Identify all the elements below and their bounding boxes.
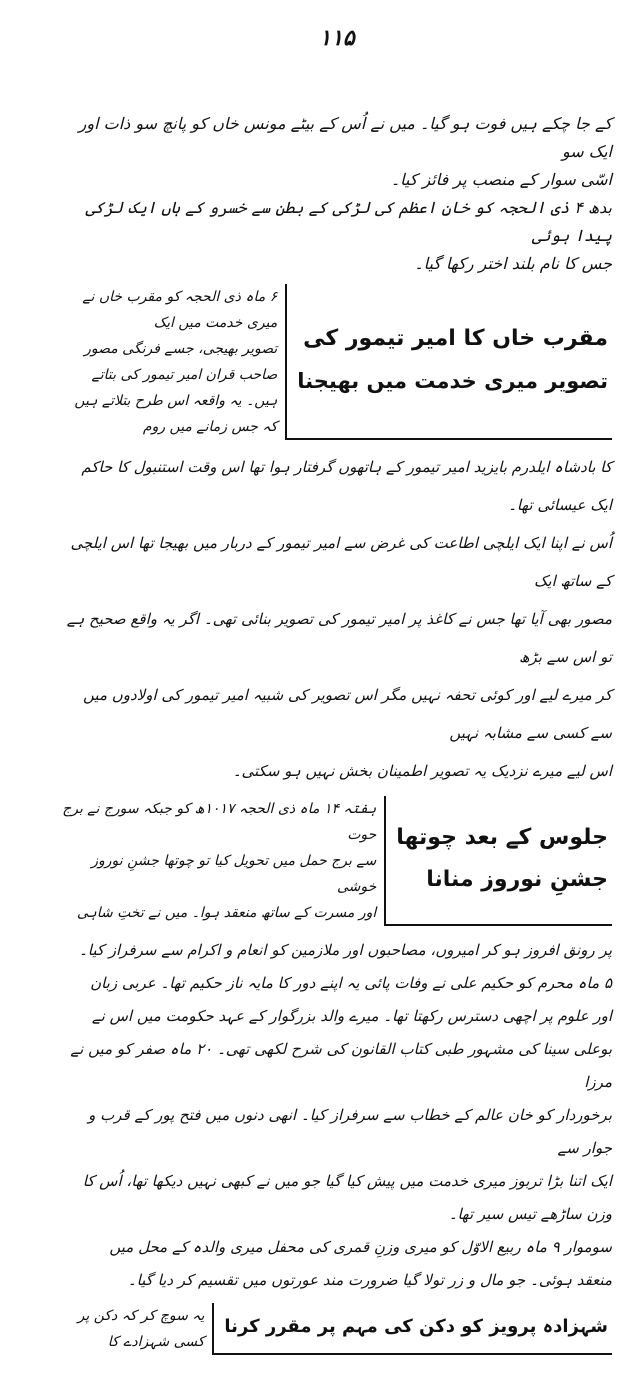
text-line: جس کا نام بلند اختر رکھا گیا۔: [414, 254, 612, 273]
text-line: تصویر بھیجی، جسے فرنگی مصور صاحب قران امیر تیمور کی بتاتے: [84, 341, 278, 383]
text-line: اور علوم پر اچھی دسترس رکھتا تھا۔ میرے والد بزرگوار کے عہد حکومت میں اس نے: [91, 1007, 612, 1025]
section-heading: شہزادہ پرویز کو دکن کی مہم پر مقرر کرنا: [224, 1316, 608, 1337]
text-line: منعقد ہوئی۔ جو مال و زر تولا گیا ضرورت مند عورتوں میں تقسیم کر دیا گیا۔: [127, 1271, 612, 1289]
text-line: اُس نے اپنا ایک ایلچی اطاعت کی غرض سے امیر تیمور کے دربار میں بھیجا تھا اس ایلچی کے ساتھ ایک: [70, 534, 612, 590]
text-line: وزن ساڑھے تیس سیر تھا۔: [448, 1205, 612, 1223]
text-line: ایک اتنا بڑا تربوز میری خدمت میں پیش کیا گیا جو میں نے کبھی نہیں دیکھا تھا، اُس کا: [82, 1172, 612, 1190]
text-line: اس لیے میرے نزدیک یہ تصویر اطمینان بخش نہیں ہو سکتی۔: [232, 762, 612, 780]
section-portrait-of-timur: [62, 284, 612, 790]
text-line: سے برج حمل میں تحویل کیا تو چوتھا جشنِ نوروز خوشی: [91, 853, 377, 895]
text-line: یہ سوچ کر کہ دکن پر کسی شہزادے کا: [77, 1308, 205, 1350]
text-line: ۶ ماہ ذی الحجہ کو مقرب خاں نے میری خدمت میں ایک: [82, 289, 278, 331]
text-line: کے جا چکے ہیں فوت ہو گیا۔ میں نے اُس کے بیٹے مونس خاں کو پانچ سو ذات اور ایک سو: [78, 114, 612, 161]
text-line: اسّی سوار کے منصب پر فائز کیا۔: [390, 170, 612, 189]
section-heading: جشنِ نوروز منانا: [426, 867, 608, 892]
text-line: ہفتہ ۱۴ ماہ ذی الحجہ ۱۰۱۷ھ کو جبکہ سورج نے برج حوت: [62, 801, 377, 843]
section-parviz-deccan: [62, 1303, 612, 1355]
text-line: کر میرے لیے اور کوئی تحفہ نہیں مگر اس تصویر کی شبیہ امیر تیمور کی اولادوں میں سے کسی سے مشابہ نہیں: [83, 686, 612, 742]
side-text: [62, 284, 285, 440]
text-line: ۵ ماہ محرم کو حکیم علی نے وفات پائی یہ اپنے دور کا مایہ ناز حکیم تھا۔ عربی زبان: [90, 974, 612, 992]
text-line: مصور بھی آیا تھا جس نے کاغذ پر امیر تیمور کی تصویر بنائی تھی۔ اگر یہ واقع صحیح ہے تو اس سے بڑھ: [66, 610, 612, 666]
section-heading-box: [212, 1303, 612, 1355]
text-line: کا بادشاہ ایلدرم بایزید امیر تیمور کے ہاتھوں گرفتار ہوا تھا اس وقت استنبول کا حاکم ایک عیسائی تھا۔: [81, 458, 612, 514]
section-heading: تصویر میری خدمت میں بھیجنا: [297, 369, 608, 393]
text-line: برخوردار کو خان عالم کے خطاب سے سرفراز کیا۔ انھی دنوں میں فتح پور کے قرب و جوار سے: [88, 1106, 612, 1157]
text-line: بدھ ۴ ذی الحجہ کو خانِ اعظم کی لڑکی کے بطن سے خسرو کے ہاں ایک لڑکی پیدا ہوئی: [85, 198, 612, 245]
section-nowruz: [62, 796, 612, 1297]
text-line: اور مسرت کے ساتھ منعقد ہوا۔ میں نے تختِ شاہی: [76, 905, 377, 921]
section-heading-box: [285, 284, 612, 440]
text-line: بوعلی سینا کی مشہور طبی کتاب القانون کی شرح لکھی تھی۔ ۲۰ ماہ صفر کو میں نے مرزا: [70, 1040, 612, 1091]
page-number: ۱۱۵: [319, 26, 355, 51]
opening-paragraphs: [62, 110, 612, 278]
side-text: [62, 796, 384, 926]
text-line: سوموار ۹ ماہ ربیع الاوّل کو میری وزنِ قمری کی محفل میری والدہ کے محل میں: [109, 1238, 612, 1256]
section-heading: مقرب خاں کا امیر تیمور کی: [303, 326, 608, 351]
text-line: ہیں۔ یہ واقعہ اس طرح بتلاتے ہیں کہ جس زمانے میں روم: [74, 393, 278, 435]
section-heading: جلوس کے بعد چوتھا: [396, 825, 608, 850]
section-heading-box: [384, 796, 612, 926]
side-text: [62, 1303, 212, 1355]
text-line: پر رونق افروز ہو کر امیروں، مصاحبوں اور ملازمین کو انعام و اکرام سے سرفراز کیا۔: [78, 941, 612, 959]
